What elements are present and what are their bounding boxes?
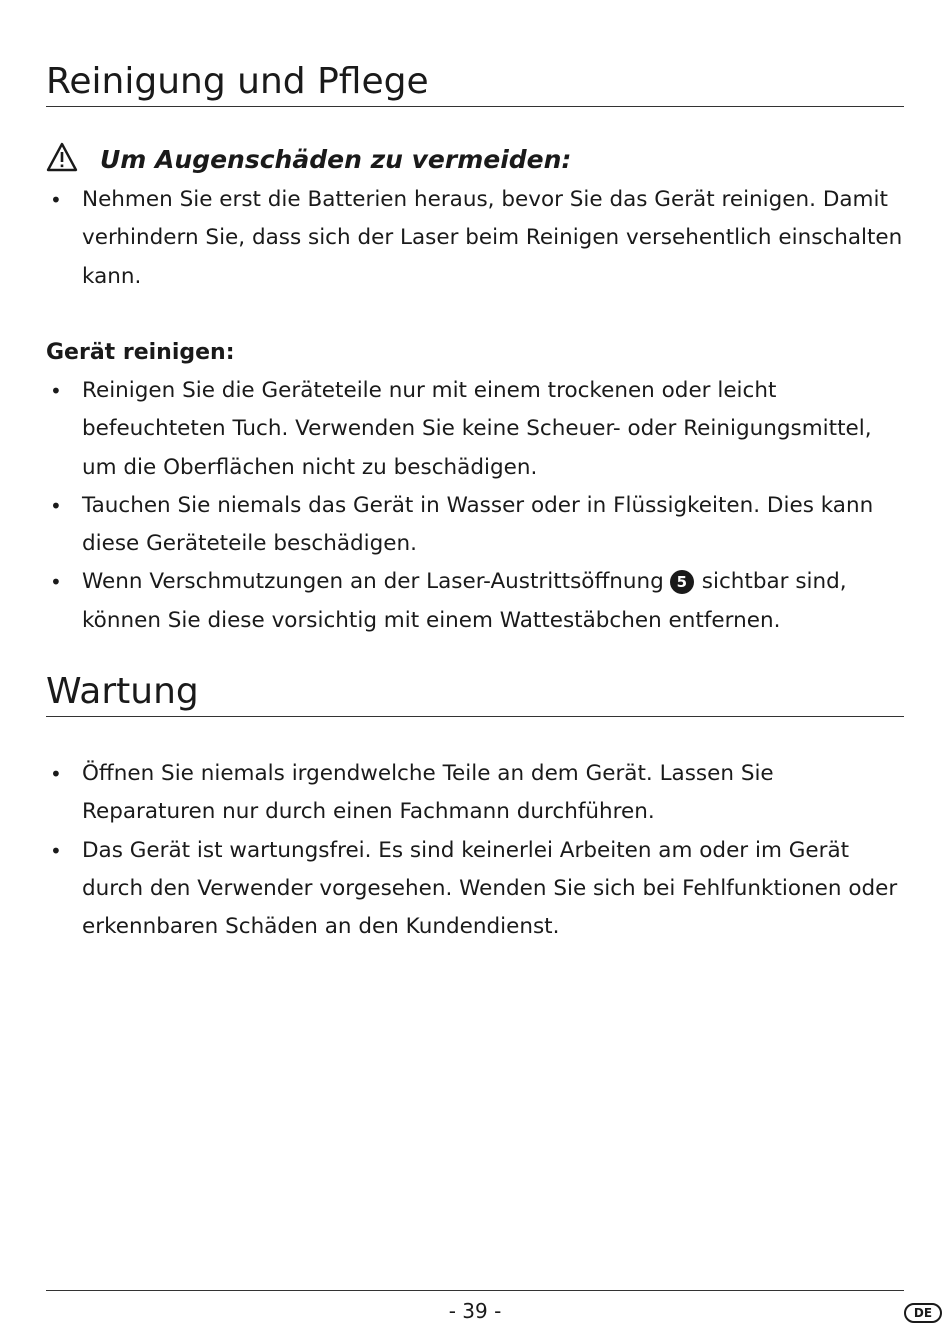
bullet: •: [50, 762, 62, 786]
language-badge: DE: [904, 1303, 942, 1323]
warning-heading: [46, 140, 904, 180]
footer-divider: [46, 1290, 904, 1291]
sub-heading-cleaning: Gerät reinigen:: [46, 340, 235, 365]
section-title-maintenance: Wartung: [46, 670, 904, 717]
bullet: •: [50, 188, 62, 212]
bullet: •: [50, 493, 62, 518]
list-item: • Das Gerät ist wartungsfrei. Es sind keinerlei Arbeiten am oder im Gerät durch den Verwender vorgesehen. Wenden Sie sich bei Fehlfunktionen oder erkennbaren Schäden an den Kundendienst.: [46, 832, 904, 947]
warning-list: [46, 181, 904, 296]
warning-triangle-icon: [46, 142, 78, 172]
reference-number-badge: 5: [670, 570, 694, 594]
cleaning-list: [46, 372, 904, 640]
list-item: • Reinigen Sie die Geräteteile nur mit einem trockenen oder leicht befeuchteten Tuch. Verwenden Sie keine Scheuer- oder Reinigungsmittel, um die Oberflächen nicht zu beschädigen.: [46, 372, 904, 487]
list-item: • Wenn Verschmutzungen an der Laser-Austrittsöffnung 5 sichtbar sind, können Sie diese vorsichtig mit einem Wattestäbchen entfernen.: [46, 563, 904, 640]
warning-heading-text: Um Augenschäden zu vermeiden:: [100, 145, 572, 174]
bullet: •: [50, 379, 62, 403]
bullet: •: [50, 570, 62, 595]
section-title-cleaning: Reinigung und Pflege: [46, 60, 904, 107]
list-item: • Nehmen Sie erst die Batterien heraus, bevor Sie das Gerät reinigen. Damit verhindern Sie, dass sich der Laser beim Reinigen versehentlich einschalten kann.: [46, 181, 904, 296]
list-item: • Tauchen Sie niemals das Gerät in Wasser oder in Flüssigkeiten. Dies kann diese Geräteteile beschädigen.: [46, 487, 904, 564]
maintenance-list: [46, 755, 904, 946]
bullet: •: [50, 838, 62, 863]
list-item: • Öffnen Sie niemals irgendwelche Teile an dem Gerät. Lassen Sie Reparaturen nur durch einen Fachmann durchführen.: [46, 755, 904, 832]
page-number: - 39 -: [448, 1299, 502, 1323]
